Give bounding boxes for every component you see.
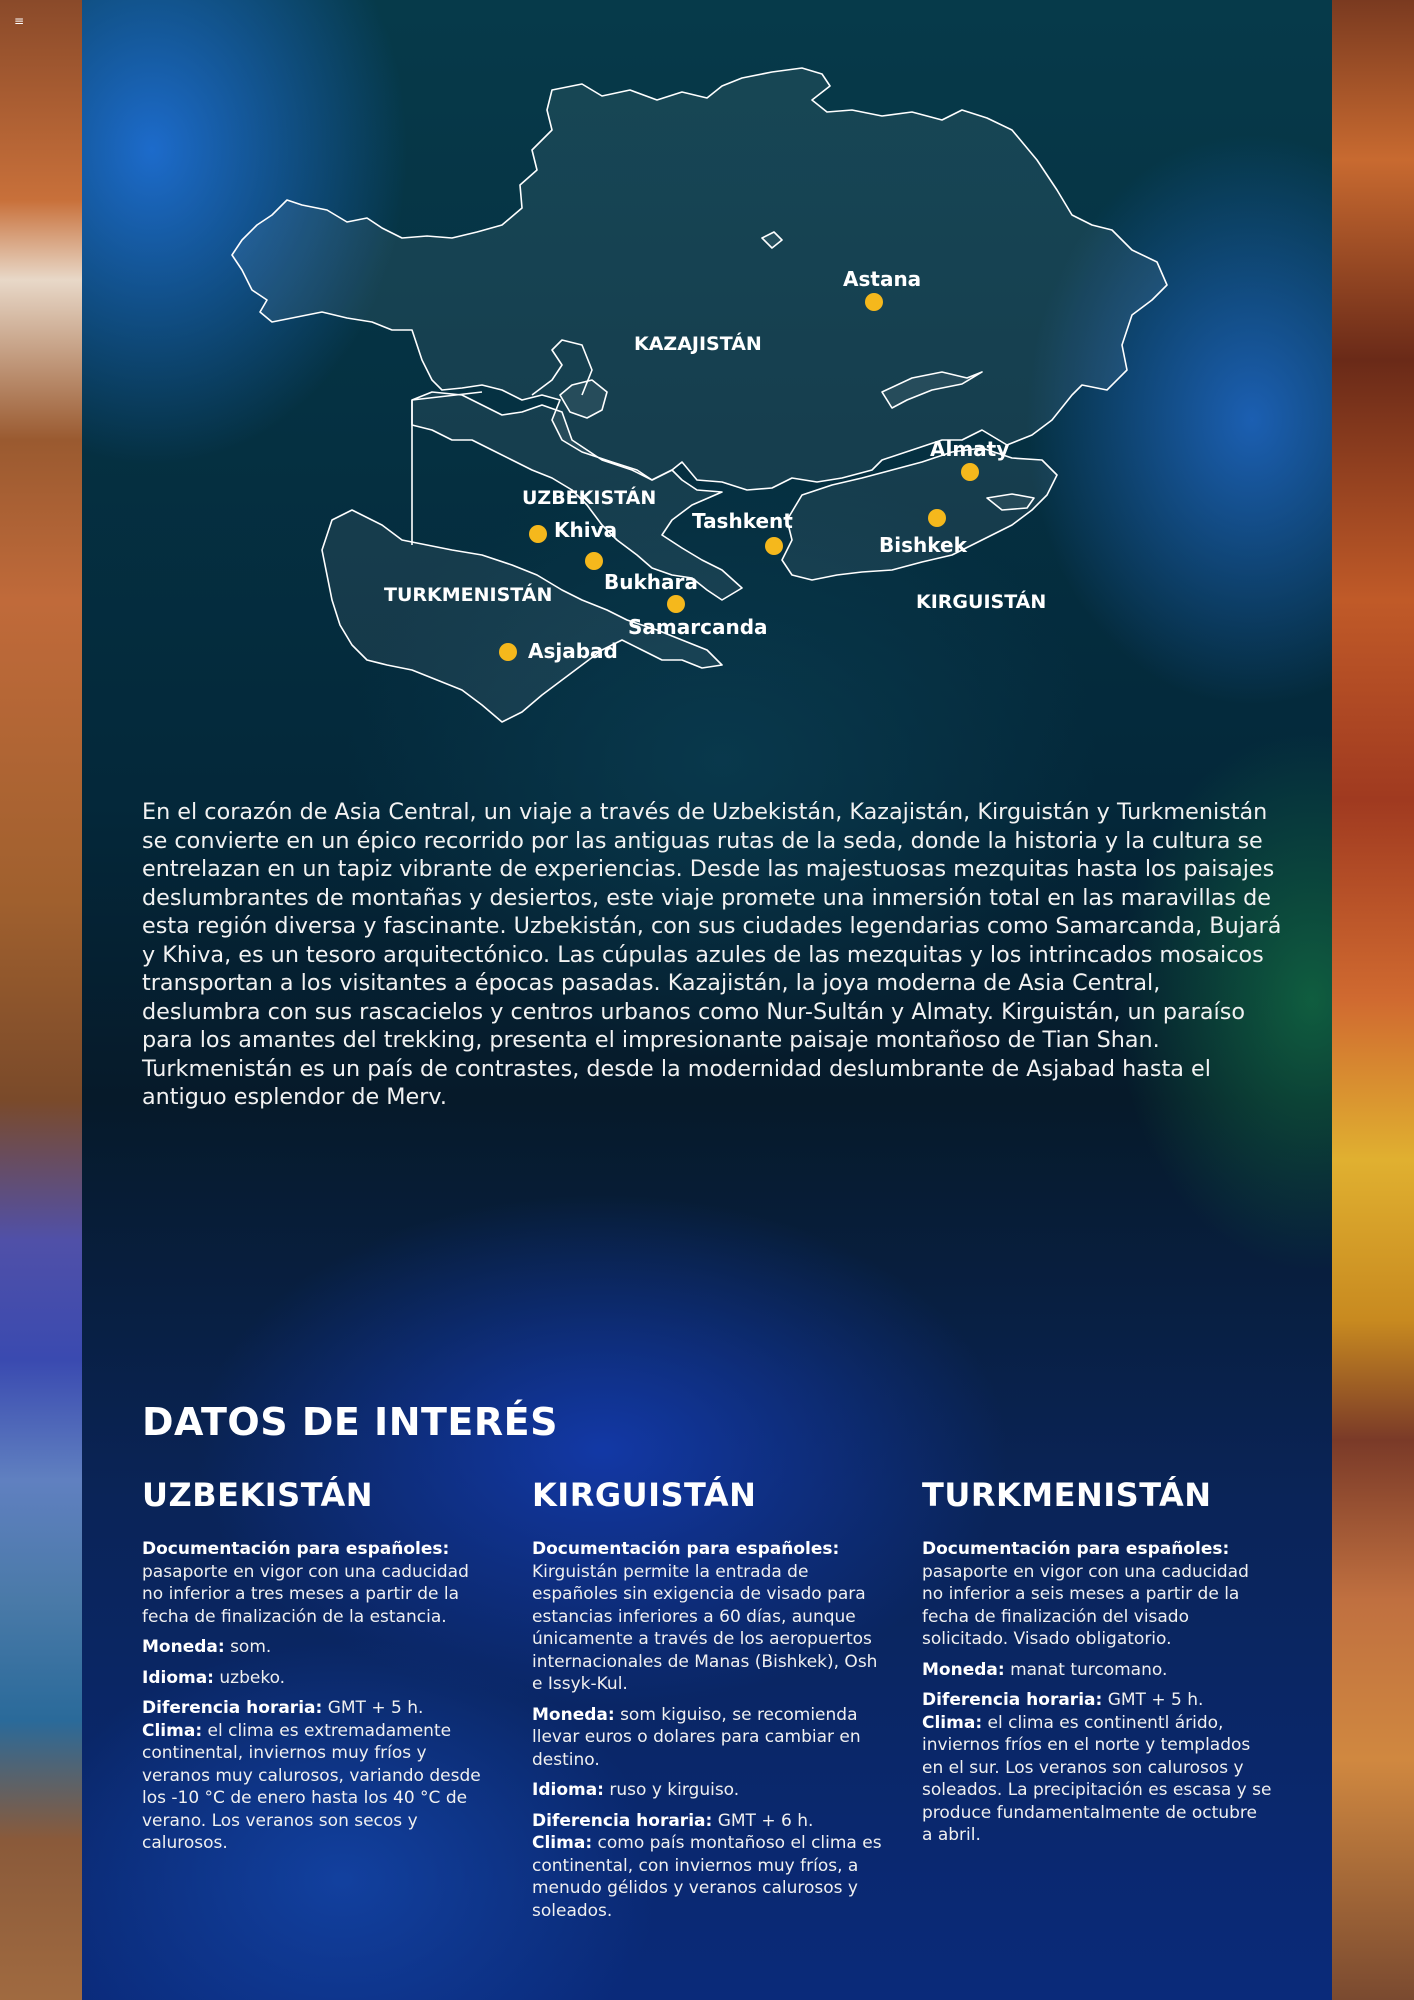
city-dot-almaty <box>961 463 979 481</box>
hora-clima-info: Diferencia horaria: GMT + 5 h. Clima: el clima es continentl árido, inviernos fríos en el norte y templados en el sur. Los veranos son calurosos y soleados. La precipitación es escasa y se produce fundamentalmente de octubre a abril. <box>922 1690 1272 1845</box>
city-label-asjabad: Asjabad <box>528 639 618 663</box>
city-dot-bishkek <box>928 509 946 527</box>
city-label-almaty: Almaty <box>930 437 1010 461</box>
doc-info: Documentación para españoles: pasaporte en vigor con una caducidad no inferior a tres meses a partir de la fecha de finalización de la estancia. <box>142 1539 469 1627</box>
idioma-info: Idioma: uzbeko. <box>142 1667 286 1688</box>
city-label-bukhara: Bukhara <box>604 570 698 594</box>
column-title: TURKMENISTÁN <box>922 1476 1212 1514</box>
doc-info: Documentación para españoles: pasaporte en vigor con una caducidad no inferior a seis meses a partir de la fecha de finalización del visado solicitado. Visado obligatorio. <box>922 1539 1249 1649</box>
country-label-turkmenistan: TURKMENISTÁN <box>384 584 553 606</box>
left-photo-strip <box>0 0 82 2000</box>
city-dot-astana <box>865 293 883 311</box>
column-uzbekistan <box>142 1476 492 1855</box>
idioma-info: Idioma: ruso y kirguiso. <box>532 1780 740 1800</box>
datos-title: DATOS DE INTERÉS <box>142 1400 558 1444</box>
central-asia-map <box>82 0 1332 760</box>
hora-clima-info: Diferencia horaria: GMT + 6 h. Clima: como país montañoso el clima es continental, con inviernos muy fríos, a menudo gélidos y veranos calurosos y soleados. <box>532 1810 882 1921</box>
city-dot-samarcanda <box>667 595 685 613</box>
menu-icon[interactable]: ≡ <box>14 14 25 28</box>
city-label-tashkent: Tashkent <box>692 509 793 533</box>
city-dot-khiva <box>529 525 547 543</box>
kazakhstan-outline <box>232 68 1167 490</box>
city-dot-tashkent <box>765 537 783 555</box>
moneda-info: Moneda: som kiguiso, se recomienda llevar euros o dolares para cambiar en destino. <box>532 1704 861 1770</box>
column-title: KIRGUISTÁN <box>532 1476 757 1514</box>
content-panel <box>82 0 1332 2000</box>
intro-paragraph: En el corazón de Asia Central, un viaje a través de Uzbekistán, Kazajistán, Kirguistán y Turkmenistán se convierte en un épico recorrido por las antiguas rutas de la seda, donde la historia y la cultura se entrelazan en un tapiz vibrante de experiencias. Desde las majestuosas mezquitas hasta los paisajes deslumbrantes de montañas y desiertos, este viaje promete una inmersión total en las maravillas de esta región diversa y fascinante. Uzbekistán, con sus ciudades legendarias como Samarcanda, Bujará y Khiva, es un tesoro arquitectónico. Las cúpulas azules de las mezquitas y los intrincados mosaicos transportan a los visitantes a épocas pasadas. Kazajistán, la joya moderna de Asia Central, deslumbra con sus rascacielos y centros urbanos como Nur-Sultán y Almaty. Kirguistán, un paraíso para los amantes del trekking, presenta el impresionante paisaje montañoso de Tian Shan. Turkmenistán es un país de contrastes, desde la modernidad deslumbrante de Asjabad hasta el antiguo esplendor de Merv. <box>142 799 1282 1110</box>
column-turkmenistan <box>922 1476 1272 1847</box>
country-label-kazajistan: KAZAJISTÁN <box>634 333 762 355</box>
city-label-bishkek: Bishkek <box>879 533 967 557</box>
city-dot-asjabad <box>499 643 517 661</box>
column-kirguistan <box>532 1476 882 1922</box>
country-label-uzbekistan: UZBEKISTÁN <box>522 487 657 509</box>
country-label-kirguistan: KIRGUISTÁN <box>916 591 1047 613</box>
city-label-astana: Astana <box>843 267 922 291</box>
right-photo-strip <box>1332 0 1414 2000</box>
city-dot-bukhara <box>585 552 603 570</box>
doc-info: Documentación para españoles: Kirguistán permite la entrada de españoles sin exigencia de visado para estancias inferiores a 60 días, aunque únicamente a través de los aeropuertos internacionales de Manas (Bishkek), Osh e Issyk-Kul. <box>532 1539 878 1694</box>
column-title: UZBEKISTÁN <box>142 1476 374 1514</box>
city-label-samarcanda: Samarcanda <box>628 615 768 639</box>
hora-clima-info: Diferencia horaria: GMT + 5 h. Clima: el clima es extremadamente continental, inviernos muy fríos y veranos muy calurosos, variando desde los -10 °C de enero hasta los 40 °C de verano. Los veranos son secos y calurosos. <box>142 1698 481 1853</box>
moneda-info: Moneda: som. <box>142 1637 272 1657</box>
city-label-khiva: Khiva <box>554 518 618 542</box>
moneda-info: Moneda: manat turcomano. <box>922 1659 1168 1680</box>
